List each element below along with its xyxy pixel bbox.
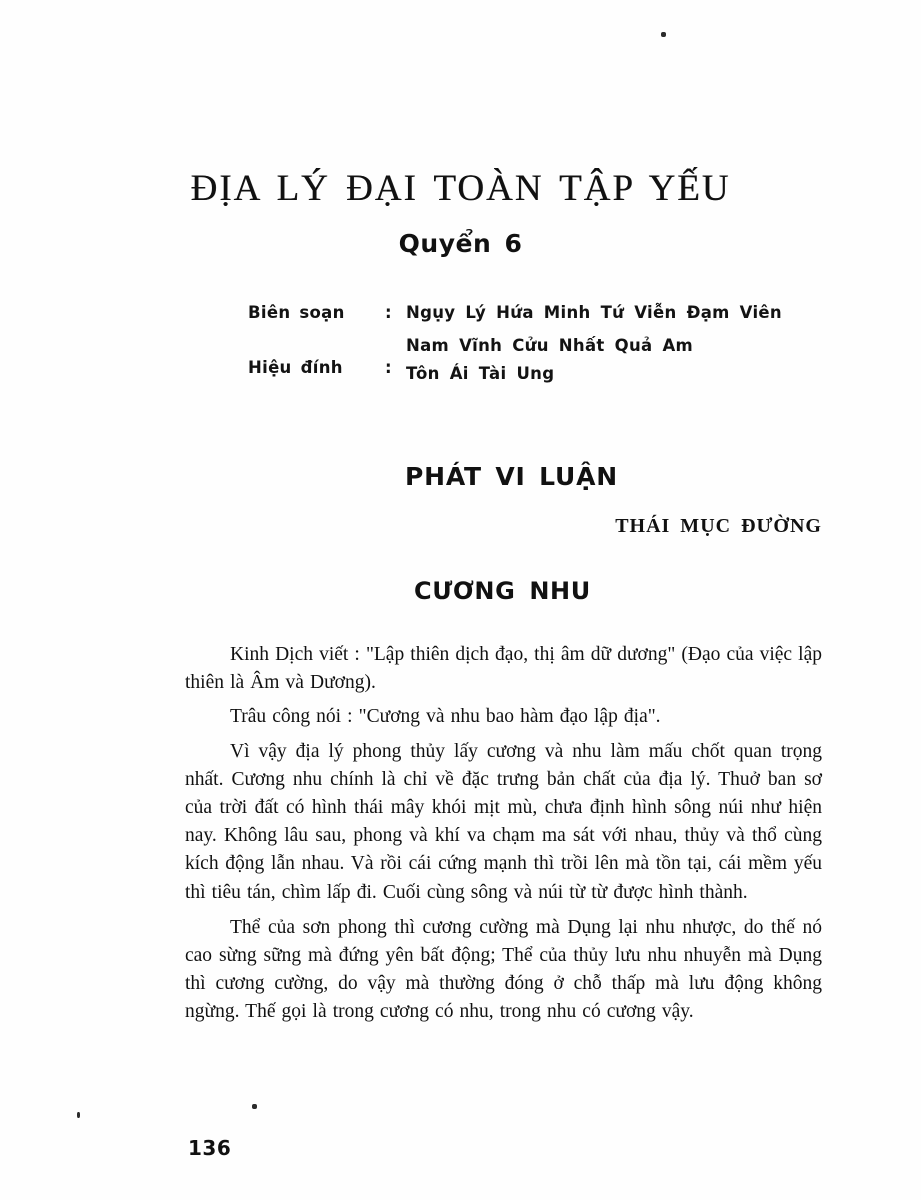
credit-colon: : — [385, 303, 392, 322]
volume-label: Quyển 6 — [398, 228, 523, 258]
author-attribution: THÁI MỤC ĐƯỜNG — [615, 515, 822, 537]
credit-label-hieu-dinh: Hiệu đính — [248, 358, 343, 377]
credit-value-bien-soan: Ngụy Lý Hứa Minh Tứ Viễn Đạm Viên — [406, 303, 782, 322]
credit-label-bien-soan: Biên soạn — [248, 303, 345, 322]
credit-value-hieu-dinh-line-2: Tôn Ái Tài Ung — [406, 364, 555, 383]
paragraph: Trâu công nói : "Cương và nhu bao hàm đạo lập địa". — [230, 706, 661, 728]
page-title: ĐỊA LÝ ĐẠI TOÀN TẬP YẾU — [190, 168, 731, 209]
credit-colon: : — [385, 358, 392, 377]
credit-value-hieu-dinh-line-1: Nam Vĩnh Cửu Nhất Quả Am — [406, 336, 694, 355]
scan-speck — [77, 1112, 80, 1118]
page-number: 136 — [188, 1136, 232, 1160]
scan-speck — [661, 32, 666, 37]
scan-speck — [252, 1104, 257, 1109]
credit-row-bien-soan — [248, 303, 848, 336]
title-block — [0, 170, 921, 258]
paragraph: Thể của sơn phong thì cương cường mà Dụng lại nhu nhược, do thế nó cao sừng sững mà đứng yên bất động; Thể của thủy lưu nhu nhuyễn mà Dụng thì cương cường, do vậy mà thường đóng ở chỗ thấp mà lưu động không ngừng. Thế gọi là trong cương có nhu, trong nhu có cương vậy. — [185, 916, 822, 1023]
body-text — [185, 641, 822, 1027]
paragraph: Vì vậy địa lý phong thủy lấy cương và nhu làm mấu chốt quan trọng nhất. Cương nhu chính là chỉ về đặc trưng bản chất của địa lý. Thuở ban sơ của trời đất có hình thái mây khói mịt mù, chưa định hình sông núi như hiện nay. Không lâu sau, phong và khí va chạm ma sát với nhau, thủy và thổ cùng kích động lẫn nhau. Và rồi cái cứng mạnh thì trồi lên mà tồn tại, cái mềm yếu thì tiêu tán, chìm lấp đi. Cuối cùng sông và núi từ từ được hình thành. — [185, 740, 822, 903]
credits-block — [248, 303, 848, 383]
paragraph: Kinh Dịch viết : "Lập thiên dịch đạo, thị âm dữ dương" (Đạo của việc lập thiên là Âm và Dương). — [185, 644, 822, 694]
section-title: PHÁT VI LUẬN — [405, 462, 618, 491]
credit-row-hieu-dinh — [248, 336, 848, 383]
subsection-title: CƯƠNG NHU — [414, 577, 591, 605]
